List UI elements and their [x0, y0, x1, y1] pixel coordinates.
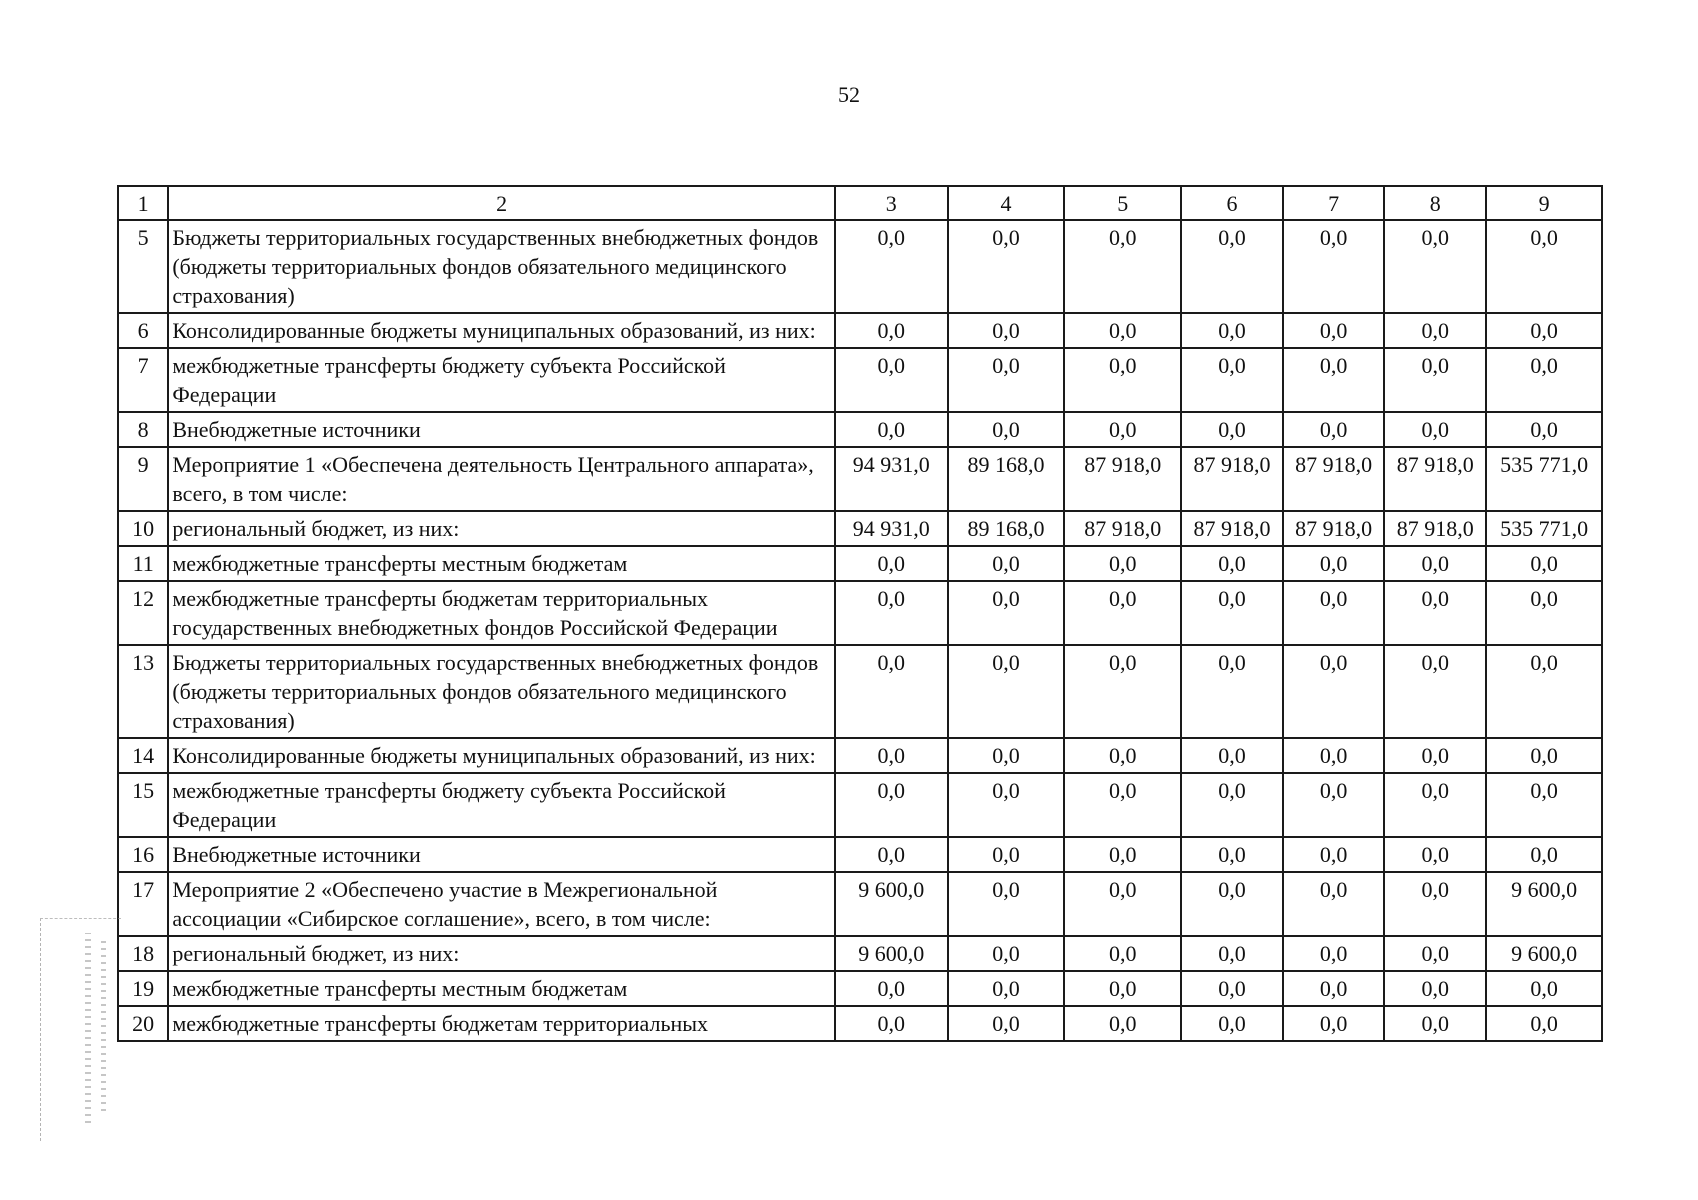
description-cell: Мероприятие 2 «Обеспечено участие в Межрегиональной ассоциации «Сибирское соглашение», всего, в том числе:: [168, 872, 834, 936]
table-row: [118, 348, 1602, 412]
value-cell-col-4: 0,0: [948, 773, 1065, 837]
value-cell-col-3: 0,0: [835, 313, 948, 348]
table-header-row: [118, 186, 1602, 220]
value-cell-col-6: 0,0: [1181, 220, 1283, 313]
row-number-cell: 11: [118, 546, 168, 581]
value-cell-col-6: 0,0: [1181, 738, 1283, 773]
header-cell: 3: [835, 186, 948, 220]
row-number-cell: 17: [118, 872, 168, 936]
value-cell-col-3: 0,0: [835, 773, 948, 837]
value-cell-col-6: 0,0: [1181, 971, 1283, 1006]
scan-stamp-remnant: [40, 918, 121, 1141]
value-cell-col-4: 0,0: [948, 348, 1065, 412]
row-number-cell: 5: [118, 220, 168, 313]
value-cell-col-9: 0,0: [1486, 773, 1602, 837]
value-cell-col-8: 0,0: [1384, 872, 1486, 936]
value-cell-col-9: 9 600,0: [1486, 936, 1602, 971]
value-cell-col-3: 0,0: [835, 348, 948, 412]
value-cell-col-8: 0,0: [1384, 1006, 1486, 1041]
table-row: [118, 872, 1602, 936]
description-cell: межбюджетные трансферты бюджету субъекта Российской Федерации: [168, 348, 834, 412]
value-cell-col-3: 0,0: [835, 971, 948, 1006]
row-number-cell: 15: [118, 773, 168, 837]
table-row: [118, 313, 1602, 348]
value-cell-col-8: 0,0: [1384, 546, 1486, 581]
row-number-cell: 8: [118, 412, 168, 447]
value-cell-col-8: 0,0: [1384, 412, 1486, 447]
value-cell-col-4: 89 168,0: [948, 447, 1065, 511]
value-cell-col-8: 0,0: [1384, 313, 1486, 348]
value-cell-col-6: 0,0: [1181, 313, 1283, 348]
value-cell-col-3: 0,0: [835, 581, 948, 645]
value-cell-col-4: 0,0: [948, 313, 1065, 348]
value-cell-col-5: 87 918,0: [1064, 447, 1181, 511]
value-cell-col-4: 0,0: [948, 936, 1065, 971]
value-cell-col-5: 0,0: [1064, 738, 1181, 773]
budget-table: [117, 185, 1603, 1042]
value-cell-col-8: 0,0: [1384, 936, 1486, 971]
value-cell-col-7: 0,0: [1283, 773, 1385, 837]
value-cell-col-7: 0,0: [1283, 412, 1385, 447]
value-cell-col-6: 0,0: [1181, 936, 1283, 971]
value-cell-col-6: 87 918,0: [1181, 447, 1283, 511]
value-cell-col-3: 9 600,0: [835, 872, 948, 936]
description-cell: Внебюджетные источники: [168, 837, 834, 872]
value-cell-col-3: 94 931,0: [835, 511, 948, 546]
description-cell: Бюджеты территориальных государственных внебюджетных фондов (бюджеты территориальных фондов обязательного медицинского страхования): [168, 220, 834, 313]
value-cell-col-4: 0,0: [948, 581, 1065, 645]
page-number: 52: [838, 82, 860, 107]
value-cell-col-8: 0,0: [1384, 738, 1486, 773]
value-cell-col-3: 9 600,0: [835, 936, 948, 971]
value-cell-col-4: 0,0: [948, 837, 1065, 872]
row-number-cell: 6: [118, 313, 168, 348]
row-number-cell: 12: [118, 581, 168, 645]
value-cell-col-7: 0,0: [1283, 645, 1385, 738]
description-cell: межбюджетные трансферты бюджету субъекта Российской Федерации: [168, 773, 834, 837]
value-cell-col-6: 0,0: [1181, 645, 1283, 738]
value-cell-col-4: 89 168,0: [948, 511, 1065, 546]
value-cell-col-3: 0,0: [835, 645, 948, 738]
value-cell-col-5: 0,0: [1064, 936, 1181, 971]
value-cell-col-4: 0,0: [948, 971, 1065, 1006]
row-number-cell: 20: [118, 1006, 168, 1041]
header-cell: 8: [1384, 186, 1486, 220]
value-cell-col-6: 0,0: [1181, 348, 1283, 412]
value-cell-col-6: 0,0: [1181, 581, 1283, 645]
value-cell-col-7: 0,0: [1283, 581, 1385, 645]
value-cell-col-7: 0,0: [1283, 738, 1385, 773]
value-cell-col-9: 0,0: [1486, 546, 1602, 581]
value-cell-col-8: 87 918,0: [1384, 447, 1486, 511]
value-cell-col-9: 0,0: [1486, 738, 1602, 773]
value-cell-col-8: 0,0: [1384, 773, 1486, 837]
value-cell-col-7: 0,0: [1283, 220, 1385, 313]
header-cell: 9: [1486, 186, 1602, 220]
value-cell-col-4: 0,0: [948, 546, 1065, 581]
value-cell-col-6: 0,0: [1181, 412, 1283, 447]
table-row: [118, 936, 1602, 971]
header-cell: 2: [168, 186, 834, 220]
header-cell: 4: [948, 186, 1065, 220]
value-cell-col-4: 0,0: [948, 645, 1065, 738]
table-row: [118, 1006, 1602, 1041]
header-cell: 6: [1181, 186, 1283, 220]
value-cell-col-5: 0,0: [1064, 837, 1181, 872]
row-number-cell: 18: [118, 936, 168, 971]
value-cell-col-5: 0,0: [1064, 872, 1181, 936]
table-row: [118, 581, 1602, 645]
value-cell-col-9: 0,0: [1486, 1006, 1602, 1041]
table-row: [118, 971, 1602, 1006]
value-cell-col-7: 0,0: [1283, 936, 1385, 971]
value-cell-col-5: 0,0: [1064, 581, 1181, 645]
value-cell-col-9: 0,0: [1486, 412, 1602, 447]
row-number-cell: 7: [118, 348, 168, 412]
row-number-cell: 16: [118, 837, 168, 872]
value-cell-col-6: 87 918,0: [1181, 511, 1283, 546]
value-cell-col-7: 0,0: [1283, 313, 1385, 348]
value-cell-col-6: 0,0: [1181, 837, 1283, 872]
value-cell-col-9: 0,0: [1486, 348, 1602, 412]
value-cell-col-9: 9 600,0: [1486, 872, 1602, 936]
value-cell-col-9: 0,0: [1486, 837, 1602, 872]
value-cell-col-7: 0,0: [1283, 1006, 1385, 1041]
value-cell-col-4: 0,0: [948, 738, 1065, 773]
description-cell: региональный бюджет, из них:: [168, 936, 834, 971]
value-cell-col-7: 0,0: [1283, 348, 1385, 412]
value-cell-col-5: 0,0: [1064, 971, 1181, 1006]
description-cell: Консолидированные бюджеты муниципальных образований, из них:: [168, 313, 834, 348]
row-number-cell: 10: [118, 511, 168, 546]
value-cell-col-9: 0,0: [1486, 971, 1602, 1006]
description-cell: региональный бюджет, из них:: [168, 511, 834, 546]
value-cell-col-9: 0,0: [1486, 313, 1602, 348]
value-cell-col-5: 0,0: [1064, 1006, 1181, 1041]
value-cell-col-8: 0,0: [1384, 837, 1486, 872]
value-cell-col-8: 87 918,0: [1384, 511, 1486, 546]
value-cell-col-6: 0,0: [1181, 1006, 1283, 1041]
value-cell-col-7: 0,0: [1283, 837, 1385, 872]
value-cell-col-7: 87 918,0: [1283, 447, 1385, 511]
table-row: [118, 220, 1602, 313]
value-cell-col-5: 0,0: [1064, 220, 1181, 313]
value-cell-col-7: 0,0: [1283, 971, 1385, 1006]
value-cell-col-6: 0,0: [1181, 872, 1283, 936]
description-cell: межбюджетные трансферты бюджетам территориальных государственных внебюджетных фондов Российской Федерации: [168, 581, 834, 645]
header-cell: 7: [1283, 186, 1385, 220]
description-cell: межбюджетные трансферты местным бюджетам: [168, 971, 834, 1006]
table-body: [118, 220, 1602, 1041]
description-cell: Внебюджетные источники: [168, 412, 834, 447]
value-cell-col-5: 0,0: [1064, 773, 1181, 837]
description-cell: межбюджетные трансферты бюджетам территориальных: [168, 1006, 834, 1041]
table-row: [118, 511, 1602, 546]
value-cell-col-5: 0,0: [1064, 645, 1181, 738]
value-cell-col-3: 0,0: [835, 837, 948, 872]
table-row: [118, 738, 1602, 773]
value-cell-col-8: 0,0: [1384, 645, 1486, 738]
value-cell-col-8: 0,0: [1384, 971, 1486, 1006]
value-cell-col-9: 0,0: [1486, 645, 1602, 738]
value-cell-col-7: 0,0: [1283, 872, 1385, 936]
row-number-cell: 13: [118, 645, 168, 738]
value-cell-col-5: 87 918,0: [1064, 511, 1181, 546]
table-row: [118, 645, 1602, 738]
value-cell-col-3: 0,0: [835, 1006, 948, 1041]
value-cell-col-6: 0,0: [1181, 773, 1283, 837]
header-cell: 5: [1064, 186, 1181, 220]
value-cell-col-3: 0,0: [835, 412, 948, 447]
value-cell-col-3: 94 931,0: [835, 447, 948, 511]
value-cell-col-9: 535 771,0: [1486, 511, 1602, 546]
header-cell: 1: [118, 186, 168, 220]
value-cell-col-3: 0,0: [835, 546, 948, 581]
value-cell-col-7: 87 918,0: [1283, 511, 1385, 546]
value-cell-col-8: 0,0: [1384, 348, 1486, 412]
value-cell-col-6: 0,0: [1181, 546, 1283, 581]
description-cell: Мероприятие 1 «Обеспечена деятельность Центрального аппарата», всего, в том числе:: [168, 447, 834, 511]
value-cell-col-3: 0,0: [835, 220, 948, 313]
value-cell-col-4: 0,0: [948, 412, 1065, 447]
row-number-cell: 19: [118, 971, 168, 1006]
table-row: [118, 546, 1602, 581]
table-row: [118, 412, 1602, 447]
description-cell: Консолидированные бюджеты муниципальных образований, из них:: [168, 738, 834, 773]
table-row: [118, 837, 1602, 872]
value-cell-col-7: 0,0: [1283, 546, 1385, 581]
value-cell-col-4: 0,0: [948, 872, 1065, 936]
value-cell-col-9: 0,0: [1486, 581, 1602, 645]
table-row: [118, 447, 1602, 511]
value-cell-col-5: 0,0: [1064, 546, 1181, 581]
table-row: [118, 773, 1602, 837]
value-cell-col-4: 0,0: [948, 220, 1065, 313]
value-cell-col-8: 0,0: [1384, 581, 1486, 645]
value-cell-col-3: 0,0: [835, 738, 948, 773]
value-cell-col-8: 0,0: [1384, 220, 1486, 313]
description-cell: Бюджеты территориальных государственных внебюджетных фондов (бюджеты территориальных фондов обязательного медицинского страхования): [168, 645, 834, 738]
description-cell: межбюджетные трансферты местным бюджетам: [168, 546, 834, 581]
value-cell-col-5: 0,0: [1064, 313, 1181, 348]
value-cell-col-4: 0,0: [948, 1006, 1065, 1041]
value-cell-col-9: 535 771,0: [1486, 447, 1602, 511]
row-number-cell: 9: [118, 447, 168, 511]
value-cell-col-9: 0,0: [1486, 220, 1602, 313]
row-number-cell: 14: [118, 738, 168, 773]
value-cell-col-5: 0,0: [1064, 348, 1181, 412]
value-cell-col-5: 0,0: [1064, 412, 1181, 447]
